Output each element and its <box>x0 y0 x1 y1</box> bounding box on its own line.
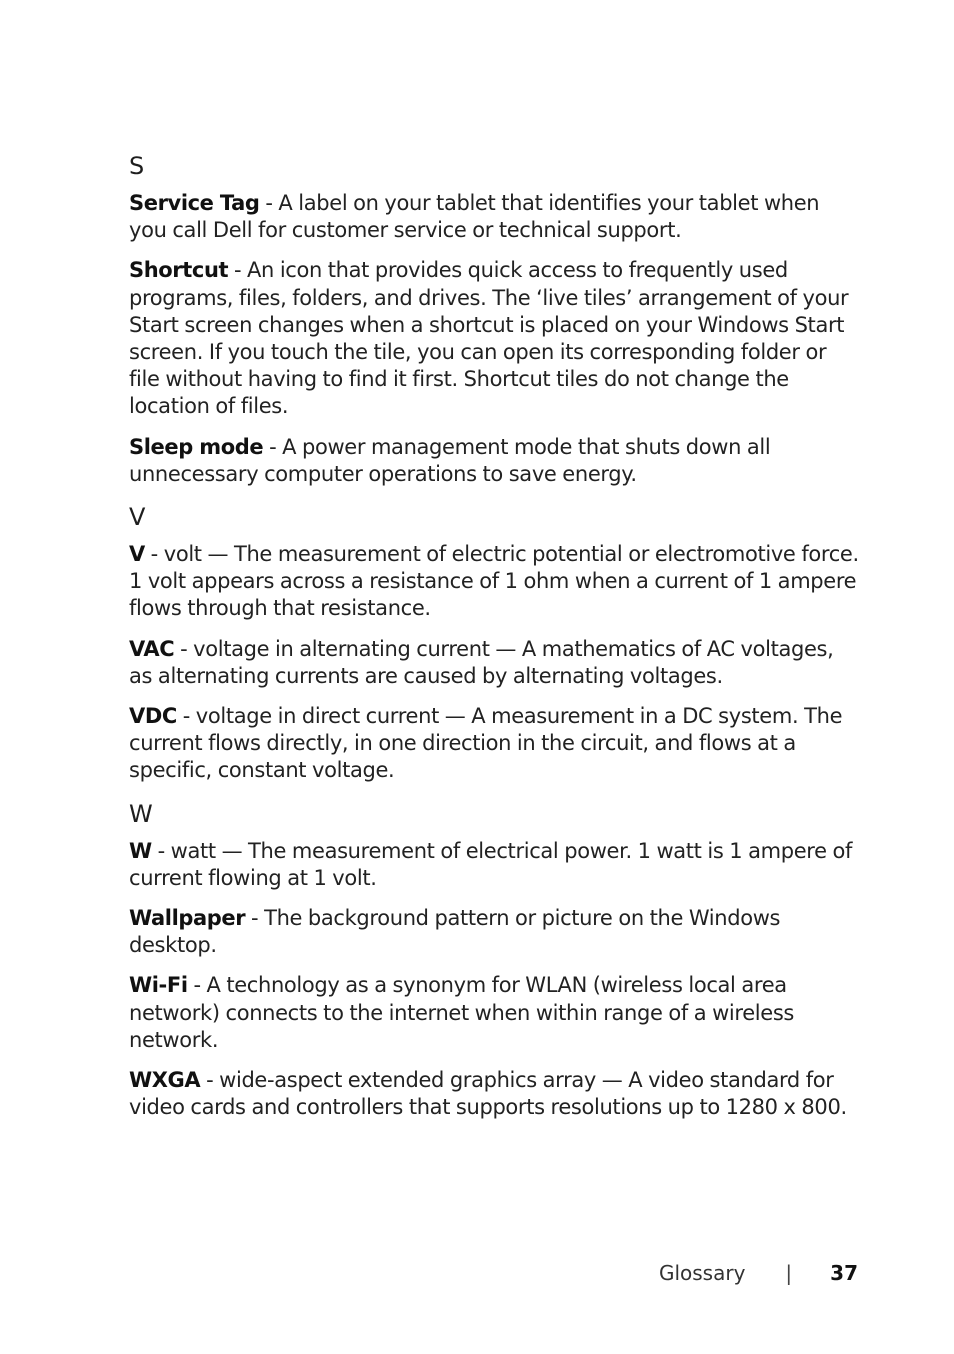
glossary-body <box>129 150 861 1134</box>
section-s <box>129 150 861 488</box>
glossary-term: VDC <box>129 704 177 729</box>
glossary-term: VAC <box>129 636 175 661</box>
section-heading: W <box>129 799 153 828</box>
glossary-entry <box>129 703 861 785</box>
footer-section-name: Glossary <box>658 1261 746 1285</box>
glossary-definition: - A technology as a synonym for WLAN (wireless local area network) connects to the internet when within range of a wireless network. <box>129 973 795 1052</box>
glossary-term: Wallpaper <box>129 906 246 931</box>
section-v <box>129 501 861 785</box>
glossary-definition: - The background pattern or picture on the Windows desktop. <box>129 906 781 958</box>
glossary-entry <box>129 190 861 244</box>
glossary-definition: - wide-aspect extended graphics array — A video standard for video cards and controllers that supports resolutions up to 1280 x 800. <box>129 1068 847 1120</box>
glossary-entry <box>129 838 861 892</box>
glossary-definition: - A power management mode that shuts down all unnecessary computer operations to save energy. <box>129 434 771 486</box>
glossary-term: Sleep mode <box>129 434 264 459</box>
glossary-term: V <box>129 542 145 567</box>
glossary-term: Wi-Fi <box>129 973 188 998</box>
page-footer <box>659 1261 858 1285</box>
glossary-entry <box>129 905 861 959</box>
glossary-entry <box>129 636 861 690</box>
glossary-definition: - voltage in alternating current — A mathematics of AC voltages, as alternating currents are caused by alternating voltages. <box>129 636 834 688</box>
glossary-definition: - voltage in direct current — A measurement in a DC system. The current flows directly, in one direction in the circuit, and flows at a specific, constant voltage. <box>129 704 843 783</box>
glossary-entry <box>129 257 861 420</box>
section-heading: S <box>129 152 145 180</box>
footer-separator: | <box>785 1261 793 1285</box>
glossary-entry <box>129 541 861 623</box>
glossary-entry <box>129 1067 861 1121</box>
glossary-term: Service Tag <box>129 191 260 215</box>
glossary-entry <box>129 972 861 1054</box>
page-number: 37 <box>830 1261 858 1285</box>
glossary-definition: - An icon that provides quick access to frequently used programs, files, folders, and drives. The ‘live tiles’ arrangement of your Start screen changes when a shortcut is placed on your Windows Start screen. If you touch the tile, you can open its corresponding folder or file without having to find it first. Shortcut tiles do not change the location of files. <box>129 258 849 419</box>
glossary-term: W <box>129 838 152 863</box>
glossary-definition: - watt — The measurement of electrical power. 1 watt is 1 ampere of current flowing at 1 volt. <box>129 838 853 890</box>
glossary-definition: - volt — The measurement of electric potential or electromotive force. 1 volt appears across a resistance of 1 ohm when a current of 1 ampere flows through that resistance. <box>129 542 859 621</box>
section-heading: V <box>129 503 146 532</box>
glossary-entry <box>129 434 861 488</box>
section-w <box>129 798 861 1122</box>
glossary-term: Shortcut <box>129 258 229 283</box>
glossary-term: WXGA <box>129 1068 201 1093</box>
glossary-definition: - A label on your tablet that identifies your tablet when you call Dell for customer service or technical support. <box>129 191 820 243</box>
